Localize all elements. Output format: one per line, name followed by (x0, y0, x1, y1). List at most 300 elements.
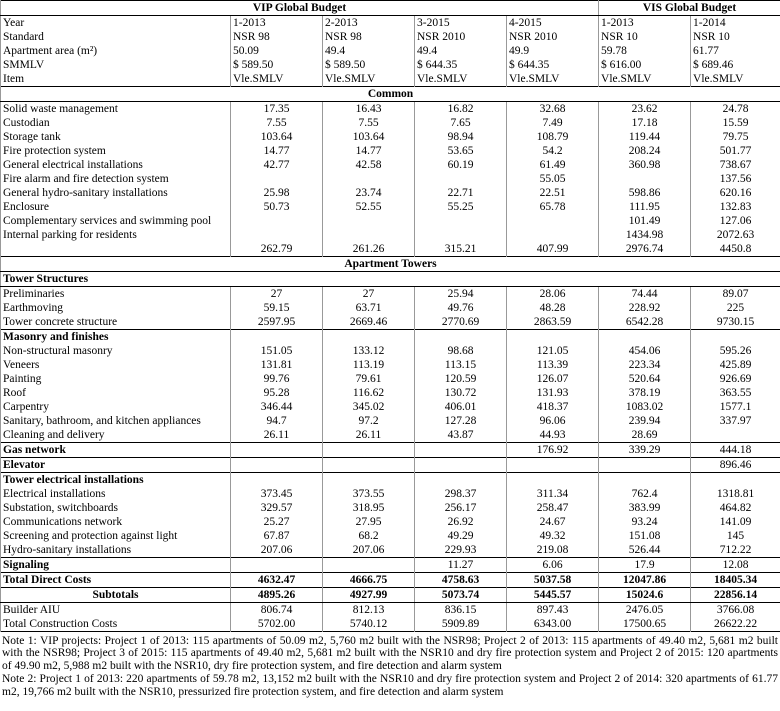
value-cell: $ 644.35 (415, 58, 507, 72)
value-cell: 738.67 (691, 158, 780, 172)
value-cell: 43.87 (415, 428, 507, 443)
value-cell: 26.11 (323, 428, 415, 443)
value-cell (323, 443, 415, 458)
value-cell: 7.55 (323, 116, 415, 130)
value-cell: 151.05 (231, 344, 323, 358)
value-cell: 4895.26 (231, 588, 323, 603)
table-row (1, 158, 780, 172)
value-cell: 373.45 (231, 487, 323, 501)
section-title: Tower Structures (1, 272, 780, 287)
value-cell: 23.62 (599, 102, 691, 117)
value-cell: 126.07 (507, 372, 599, 386)
value-cell: 454.06 (599, 344, 691, 358)
value-cell (507, 330, 599, 345)
table-row (1, 428, 780, 443)
value-cell: NSR 10 (599, 30, 691, 44)
value-cell: 50.73 (231, 200, 323, 214)
value-cell: 15.59 (691, 116, 780, 130)
table-head (1, 1, 780, 16)
value-cell: 2597.95 (231, 315, 323, 330)
value-cell: 27 (231, 287, 323, 302)
value-cell: 806.74 (231, 603, 323, 618)
row-label: Roof (1, 386, 231, 400)
value-cell: 145 (691, 529, 780, 543)
value-cell: 7.65 (415, 116, 507, 130)
value-cell (231, 443, 323, 458)
value-cell: 99.76 (231, 372, 323, 386)
value-cell: 94.7 (231, 414, 323, 428)
value-cell: NSR 10 (691, 30, 780, 44)
table-row (1, 573, 780, 588)
row-label: Standard (1, 30, 231, 44)
row-label: Subtotals (1, 588, 231, 603)
table-row (1, 458, 780, 473)
value-cell: 17.18 (599, 116, 691, 130)
row-label: Tower electrical installations (1, 473, 231, 488)
value-cell: 339.29 (599, 443, 691, 458)
value-cell (323, 558, 415, 573)
row-label: Elevator (1, 458, 231, 473)
row-label: Screening and protection against light (1, 529, 231, 543)
value-cell: 425.89 (691, 358, 780, 372)
table-row (1, 214, 780, 228)
table-row (1, 386, 780, 400)
title-row (1, 1, 780, 16)
value-cell: $ 589.50 (231, 58, 323, 72)
value-cell: NSR 98 (231, 30, 323, 44)
value-cell: 315.21 (415, 242, 507, 257)
table-row (1, 414, 780, 428)
value-cell: 103.64 (231, 130, 323, 144)
table-row (1, 372, 780, 386)
value-cell: 207.06 (231, 543, 323, 558)
value-cell: 49.4 (415, 44, 507, 58)
row-label: Electrical installations (1, 487, 231, 501)
table-row (1, 30, 780, 44)
note-1: Note 1: VIP projects: Project 1 of 2013: 115 apartments of 50.09 m2, 5,760 m2 built with the NSR98; Project 2 of 2013: 115 apartments of 49.40 m2, 5,681 m2 built with the NSR98; Project 3 of 2015: 115 apartments of 49.40 m2, 5,681 m2 built with the NSR10 and dry fire protection system and Project 2 of 2015: 120 apartments of 49.90 m2, 5,988 m2 built with the NSR10, dry fire protection system, and fire detection and alarm system (2, 635, 778, 672)
value-cell: Vle.SMLV (507, 72, 599, 87)
table-row (1, 358, 780, 372)
value-cell: 4450.8 (691, 242, 780, 257)
row-label: Communications network (1, 515, 231, 529)
value-cell: 2669.46 (323, 315, 415, 330)
value-cell: NSR 2010 (415, 30, 507, 44)
value-cell (415, 228, 507, 242)
value-cell: 17500.65 (599, 617, 691, 632)
value-cell: 79.75 (691, 130, 780, 144)
value-cell (507, 458, 599, 473)
value-cell: 329.57 (231, 501, 323, 515)
value-cell: 27 (323, 287, 415, 302)
value-cell (231, 214, 323, 228)
value-cell: 1318.81 (691, 487, 780, 501)
value-cell: 108.79 (507, 130, 599, 144)
value-cell: 127.06 (691, 214, 780, 228)
value-cell: 130.72 (415, 386, 507, 400)
value-cell: 101.49 (599, 214, 691, 228)
value-cell: Vle.SMLV (415, 72, 507, 87)
value-cell: 131.93 (507, 386, 599, 400)
row-label: Substation, switchboards (1, 501, 231, 515)
value-cell: 228.92 (599, 301, 691, 315)
value-cell: 32.68 (507, 102, 599, 117)
value-cell: $ 689.46 (691, 58, 780, 72)
row-label: Carpentry (1, 400, 231, 414)
value-cell: 98.94 (415, 130, 507, 144)
value-cell: Vle.SMLV (323, 72, 415, 87)
value-cell: 11.27 (415, 558, 507, 573)
table-row (1, 543, 780, 558)
section-title: Common (1, 87, 780, 102)
row-label (1, 242, 231, 257)
value-cell: 27.95 (323, 515, 415, 529)
value-cell: 229.93 (415, 543, 507, 558)
value-cell: 407.99 (507, 242, 599, 257)
value-cell: 464.82 (691, 501, 780, 515)
value-cell: 4-2015 (507, 16, 599, 31)
value-cell: 22856.14 (691, 588, 780, 603)
row-label: Preliminaries (1, 287, 231, 302)
value-cell: 53.65 (415, 144, 507, 158)
value-cell: 14.77 (323, 144, 415, 158)
value-cell: 95.28 (231, 386, 323, 400)
table-row (1, 87, 780, 102)
row-label: Builder AIU (1, 603, 231, 618)
value-cell: 42.77 (231, 158, 323, 172)
value-cell: 311.34 (507, 487, 599, 501)
value-cell: 16.82 (415, 102, 507, 117)
row-label: Fire protection system (1, 144, 231, 158)
row-label: Hydro-sanitary installations (1, 543, 231, 558)
value-cell: 256.17 (415, 501, 507, 515)
value-cell (415, 214, 507, 228)
value-cell: 926.69 (691, 372, 780, 386)
row-label: General hydro-sanitary installations (1, 186, 231, 200)
value-cell: 44.93 (507, 428, 599, 443)
table-row (1, 617, 780, 632)
value-cell: 26.92 (415, 515, 507, 529)
value-cell: 9730.15 (691, 315, 780, 330)
value-cell: 42.58 (323, 158, 415, 172)
value-cell: 261.26 (323, 242, 415, 257)
value-cell: 836.15 (415, 603, 507, 618)
value-cell: 121.05 (507, 344, 599, 358)
table-row (1, 515, 780, 529)
value-cell: 25.27 (231, 515, 323, 529)
row-label: Veneers (1, 358, 231, 372)
value-cell: 258.47 (507, 501, 599, 515)
value-cell: 55.25 (415, 200, 507, 214)
value-cell: 68.2 (323, 529, 415, 543)
value-cell (599, 458, 691, 473)
row-label: General electrical installations (1, 158, 231, 172)
value-cell: 5909.89 (415, 617, 507, 632)
table-row (1, 558, 780, 573)
table-body (1, 16, 780, 632)
value-cell: 89.07 (691, 287, 780, 302)
table-row (1, 603, 780, 618)
value-cell: 12047.86 (599, 573, 691, 588)
value-cell: 1434.98 (599, 228, 691, 242)
value-cell: Vle.SMLV (231, 72, 323, 87)
value-cell: 360.98 (599, 158, 691, 172)
value-cell: 113.19 (323, 358, 415, 372)
table-row (1, 287, 780, 302)
table-row (1, 58, 780, 72)
table-row (1, 130, 780, 144)
value-cell: 225 (691, 301, 780, 315)
table-row (1, 272, 780, 287)
value-cell: 318.95 (323, 501, 415, 515)
vis-global-budget-title: VIS Global Budget (599, 1, 780, 16)
value-cell: 67.87 (231, 529, 323, 543)
value-cell: 4927.99 (323, 588, 415, 603)
value-cell: 119.44 (599, 130, 691, 144)
value-cell: 4632.47 (231, 573, 323, 588)
value-cell: 16.43 (323, 102, 415, 117)
table-row (1, 144, 780, 158)
value-cell: 137.56 (691, 172, 780, 186)
value-cell: 120.59 (415, 372, 507, 386)
value-cell: Vle.SMLV (691, 72, 780, 87)
value-cell: 4758.63 (415, 573, 507, 588)
value-cell (415, 443, 507, 458)
value-cell: 93.24 (599, 515, 691, 529)
value-cell: 595.26 (691, 344, 780, 358)
value-cell: 132.83 (691, 200, 780, 214)
row-label: Solid waste management (1, 102, 231, 117)
row-label: Custodian (1, 116, 231, 130)
table-row (1, 242, 780, 257)
value-cell: 48.28 (507, 301, 599, 315)
row-label: Item (1, 72, 231, 87)
table-row (1, 315, 780, 330)
value-cell: 14.77 (231, 144, 323, 158)
value-cell: 520.64 (599, 372, 691, 386)
table-row (1, 443, 780, 458)
value-cell: 25.94 (415, 287, 507, 302)
value-cell (599, 172, 691, 186)
value-cell: 345.02 (323, 400, 415, 414)
table-row (1, 473, 780, 488)
table-row (1, 16, 780, 31)
vip-global-budget-title: VIP Global Budget (1, 1, 599, 16)
value-cell: 59.78 (599, 44, 691, 58)
value-cell: 26.11 (231, 428, 323, 443)
value-cell: NSR 2010 (507, 30, 599, 44)
value-cell: 223.34 (599, 358, 691, 372)
row-label: SMMLV (1, 58, 231, 72)
value-cell: 111.95 (599, 200, 691, 214)
table-row (1, 228, 780, 242)
value-cell (507, 214, 599, 228)
value-cell (231, 172, 323, 186)
value-cell (231, 228, 323, 242)
value-cell: 25.98 (231, 186, 323, 200)
value-cell: 5073.74 (415, 588, 507, 603)
value-cell: 97.2 (323, 414, 415, 428)
value-cell (231, 558, 323, 573)
value-cell: 2976.74 (599, 242, 691, 257)
value-cell (507, 473, 599, 488)
value-cell (691, 428, 780, 443)
value-cell: $ 589.50 (323, 58, 415, 72)
value-cell (323, 228, 415, 242)
value-cell: 7.55 (231, 116, 323, 130)
value-cell: 15024.6 (599, 588, 691, 603)
value-cell: 49.4 (323, 44, 415, 58)
row-label: Signaling (1, 558, 231, 573)
value-cell: 208.24 (599, 144, 691, 158)
table-notes (0, 632, 780, 698)
value-cell: 61.49 (507, 158, 599, 172)
value-cell: 219.08 (507, 543, 599, 558)
value-cell: Vle.SMLV (599, 72, 691, 87)
value-cell: 620.16 (691, 186, 780, 200)
value-cell: 896.46 (691, 458, 780, 473)
row-label: Total Direct Costs (1, 573, 231, 588)
value-cell (323, 473, 415, 488)
value-cell: 55.05 (507, 172, 599, 186)
value-cell: 98.68 (415, 344, 507, 358)
value-cell (323, 330, 415, 345)
value-cell: 373.55 (323, 487, 415, 501)
table-row (1, 102, 780, 117)
table-row (1, 501, 780, 515)
value-cell: 812.13 (323, 603, 415, 618)
row-label: Painting (1, 372, 231, 386)
value-cell: 1-2014 (691, 16, 780, 31)
value-cell: 22.51 (507, 186, 599, 200)
value-cell: 3766.08 (691, 603, 780, 618)
value-cell: 49.76 (415, 301, 507, 315)
value-cell: 17.35 (231, 102, 323, 117)
value-cell: 49.32 (507, 529, 599, 543)
table-row (1, 344, 780, 358)
value-cell: 262.79 (231, 242, 323, 257)
value-cell: 133.12 (323, 344, 415, 358)
value-cell: 239.94 (599, 414, 691, 428)
value-cell: 2476.05 (599, 603, 691, 618)
value-cell: 18405.34 (691, 573, 780, 588)
value-cell: 96.06 (507, 414, 599, 428)
table-row (1, 330, 780, 345)
value-cell: 2-2013 (323, 16, 415, 31)
value-cell: 2863.59 (507, 315, 599, 330)
value-cell: 598.86 (599, 186, 691, 200)
value-cell (231, 330, 323, 345)
value-cell (415, 458, 507, 473)
row-label: Complementary services and swimming pool (1, 214, 231, 228)
value-cell: 762.4 (599, 487, 691, 501)
value-cell: 897.43 (507, 603, 599, 618)
value-cell (691, 473, 780, 488)
value-cell: 50.09 (231, 44, 323, 58)
value-cell: 141.09 (691, 515, 780, 529)
value-cell: 54.2 (507, 144, 599, 158)
value-cell: 5037.58 (507, 573, 599, 588)
table-row (1, 588, 780, 603)
value-cell: 12.08 (691, 558, 780, 573)
value-cell (323, 172, 415, 186)
table-row (1, 116, 780, 130)
value-cell (231, 458, 323, 473)
value-cell: 26622.22 (691, 617, 780, 632)
value-cell: 712.22 (691, 543, 780, 558)
row-label: Storage tank (1, 130, 231, 144)
table-row (1, 301, 780, 315)
table-row (1, 186, 780, 200)
row-label: Non-structural masonry (1, 344, 231, 358)
value-cell: 406.01 (415, 400, 507, 414)
value-cell: 113.15 (415, 358, 507, 372)
table-row (1, 529, 780, 543)
value-cell: 298.37 (415, 487, 507, 501)
value-cell: 24.67 (507, 515, 599, 529)
value-cell: 113.39 (507, 358, 599, 372)
value-cell: 207.06 (323, 543, 415, 558)
value-cell (599, 473, 691, 488)
value-cell (599, 330, 691, 345)
value-cell: 116.62 (323, 386, 415, 400)
row-label: Total Construction Costs (1, 617, 231, 632)
table-row (1, 487, 780, 501)
value-cell (231, 473, 323, 488)
value-cell: 383.99 (599, 501, 691, 515)
value-cell (323, 458, 415, 473)
value-cell: 2770.69 (415, 315, 507, 330)
value-cell: 4666.75 (323, 573, 415, 588)
value-cell (415, 473, 507, 488)
value-cell: 7.49 (507, 116, 599, 130)
row-label: Tower concrete structure (1, 315, 231, 330)
table-row (1, 44, 780, 58)
value-cell (415, 330, 507, 345)
table-row (1, 72, 780, 87)
table-row (1, 257, 780, 272)
value-cell: 444.18 (691, 443, 780, 458)
section-title: Apartment Towers (1, 257, 780, 272)
table-row (1, 172, 780, 186)
value-cell: 28.06 (507, 287, 599, 302)
value-cell: 2072.63 (691, 228, 780, 242)
value-cell: 22.71 (415, 186, 507, 200)
value-cell: 5445.57 (507, 588, 599, 603)
value-cell (323, 214, 415, 228)
value-cell: 5702.00 (231, 617, 323, 632)
row-label: Gas network (1, 443, 231, 458)
table-row (1, 200, 780, 214)
note-2: Note 2: Project 1 of 2013: 220 apartments of 59.78 m2, 13,152 m2 built with the NSR10 and dry fire protection system and Project 2 of 2014: 320 apartments of 61.77 m2, 19,766 m2 built with the NSR10, pressurized fire protection system, and fire detection and alarm system (2, 673, 778, 698)
value-cell: 74.44 (599, 287, 691, 302)
value-cell: $ 616.00 (599, 58, 691, 72)
value-cell (507, 228, 599, 242)
value-cell: 59.15 (231, 301, 323, 315)
value-cell: 6542.28 (599, 315, 691, 330)
value-cell: 63.71 (323, 301, 415, 315)
value-cell (691, 330, 780, 345)
value-cell: 28.69 (599, 428, 691, 443)
value-cell: 131.81 (231, 358, 323, 372)
value-cell: 52.55 (323, 200, 415, 214)
value-cell: 5740.12 (323, 617, 415, 632)
value-cell: 501.77 (691, 144, 780, 158)
value-cell: 151.08 (599, 529, 691, 543)
value-cell: 1083.02 (599, 400, 691, 414)
value-cell: 127.28 (415, 414, 507, 428)
value-cell (415, 172, 507, 186)
row-label: Masonry and finishes (1, 330, 231, 345)
